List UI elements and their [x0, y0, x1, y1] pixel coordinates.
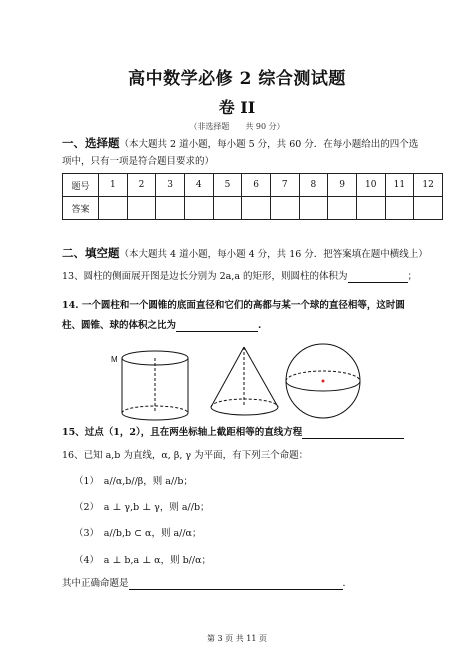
q14-line1: 14. 一个圆柱和一个圆锥的底面直径和它们的高都与某一个球的直径相等，这时圆 — [62, 300, 405, 311]
answer-cell[interactable] — [414, 197, 443, 220]
q14-end: . — [258, 320, 262, 331]
figure-label-m: M — [111, 355, 118, 364]
table-number-cell: 1 — [99, 174, 128, 197]
q16-item-2: （2） a ⊥ γ,b ⊥ γ，则 a//b； — [74, 502, 210, 513]
answer-cell[interactable] — [270, 197, 299, 220]
page-footer: 第 3 页 共 11 页 — [207, 634, 267, 643]
answer-cell[interactable] — [299, 197, 328, 220]
q13-end: ； — [407, 271, 418, 282]
table-number-cell: 11 — [385, 174, 414, 197]
q15-text: 15、过点（1，2），且在两坐标轴上截距相等的直线方程 — [62, 427, 303, 438]
answer-cell[interactable] — [385, 197, 414, 220]
cone-figure — [211, 347, 278, 415]
q16-answer-line — [62, 578, 352, 590]
answer-cell[interactable] — [99, 197, 128, 220]
sphere-center-dot — [322, 380, 325, 383]
table-number-cell: 10 — [356, 174, 385, 197]
table-number-cell: 12 — [414, 174, 443, 197]
table-row-numbers — [63, 174, 443, 197]
section2-desc: （本大题共 4 道小题，每小题 4 分，共 16 分．把答案填在题中横线上） — [119, 249, 428, 260]
section1-desc-line2: 项中，只有一项是符合题目要求的） — [62, 156, 215, 167]
answer-cell[interactable] — [156, 197, 185, 220]
q16-answer-blank[interactable] — [129, 589, 343, 590]
answer-cell[interactable] — [184, 197, 213, 220]
table-row2-label: 答案 — [63, 197, 99, 220]
table-number-cell: 2 — [127, 174, 156, 197]
q16-line1: 16、已知 a,b 为直线，α, β, γ 为平面，有下列三个命题： — [62, 450, 309, 461]
q16-item-4: （4） a ⊥ b,a ⊥ α，则 b//α； — [74, 555, 212, 566]
answer-table — [62, 173, 443, 220]
section1-line1 — [62, 137, 418, 151]
q16-answer-end: ． — [342, 578, 353, 589]
answer-cell[interactable] — [356, 197, 385, 220]
q16-answer-prefix: 其中正确命题是 — [62, 578, 129, 589]
table-number-cell: 7 — [270, 174, 299, 197]
question-13 — [62, 271, 417, 283]
question-15 — [62, 427, 404, 439]
q16-item-1: （1） a//α,b//β，则 a//b； — [74, 476, 193, 487]
section1-heading: 一、选择题 — [62, 136, 120, 150]
table-number-cell: 6 — [242, 174, 271, 197]
q15-answer-blank[interactable] — [302, 438, 404, 439]
page-title: 高中数学必修 2 综合测试题 — [128, 69, 346, 89]
question-14-line2 — [62, 320, 261, 332]
q16-item-3: （3） a//b,b ⊂ α，则 a//α； — [74, 528, 202, 539]
table-number-cell: 3 — [156, 174, 185, 197]
table-number-cell: 5 — [213, 174, 242, 197]
table-number-cell: 4 — [184, 174, 213, 197]
q14-answer-blank[interactable] — [176, 331, 258, 332]
table-row-answers — [63, 197, 443, 220]
table-number-cell: 9 — [328, 174, 357, 197]
q13-text: 13、圆柱的侧面展开图是边长分别为 2a,a 的矩形，则圆柱的体积为 — [62, 271, 348, 282]
cylinder-figure — [122, 351, 188, 420]
answer-cell[interactable] — [213, 197, 242, 220]
table-number-cell: 8 — [299, 174, 328, 197]
section1-desc-line1: （本大题共 2 道小题，每小题 5 分，共 60 分．在每小题给出的四个选 — [119, 139, 419, 150]
answer-cell[interactable] — [242, 197, 271, 220]
section-note: （非选择题 共 90 分） — [189, 122, 285, 131]
q13-answer-blank[interactable] — [348, 282, 408, 283]
solids-figure — [111, 345, 368, 423]
page-subtitle: 卷 II — [218, 98, 256, 117]
answer-cell[interactable] — [127, 197, 156, 220]
section2-heading: 二、填空题 — [62, 246, 120, 260]
table-row1-label: 题号 — [63, 174, 99, 197]
q14-line2: 柱、圆锥、球的体积之比为 — [62, 320, 177, 331]
section2-line — [62, 247, 428, 261]
answer-cell[interactable] — [328, 197, 357, 220]
